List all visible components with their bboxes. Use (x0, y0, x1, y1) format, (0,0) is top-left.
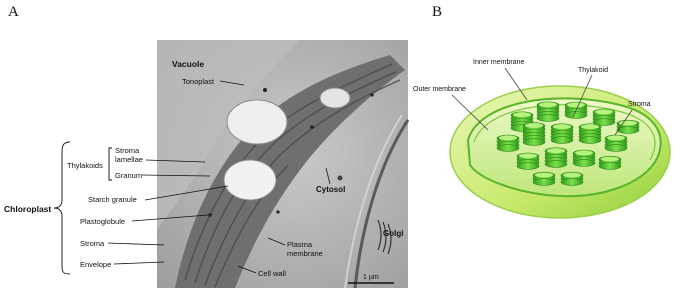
granum-top (499, 136, 517, 141)
granum-disc (537, 115, 559, 122)
label-cell-wall: Cell wall (258, 269, 286, 278)
label-plastoglobule: Plastoglobule (80, 217, 126, 226)
granum-top (601, 157, 619, 162)
granum-top (513, 112, 531, 117)
scale-bar-label: 1 µm (363, 274, 379, 281)
granum-disc (523, 139, 545, 146)
label-envelope: Envelope (80, 260, 112, 269)
panel-letter-a: A (8, 4, 19, 20)
granum-top (575, 151, 593, 156)
granum-top (519, 154, 537, 159)
label-tonoplast: Tonoplast (182, 77, 215, 86)
label-starch-granule: Starch granule (88, 195, 137, 204)
label-cytosol: Cytosol (316, 185, 346, 194)
granum-disc (545, 161, 567, 168)
label-outer-membrane: Outer membrane (413, 86, 466, 93)
starch-granule-2 (224, 160, 276, 200)
granum-disc (599, 163, 621, 170)
granum-disc (605, 145, 627, 152)
label-golgi: Golgi (383, 229, 404, 238)
granum-top (553, 124, 571, 129)
granum-top (595, 110, 613, 115)
label-stroma-b: Stroma (628, 101, 651, 108)
granum-top (563, 173, 581, 178)
label-thylakoids: Thylakoids (67, 161, 103, 170)
label-stroma: Stroma (80, 239, 105, 248)
granum-disc (561, 179, 583, 186)
granum-top (567, 103, 585, 108)
granum-top (525, 123, 543, 128)
chloroplast-illustration (413, 59, 670, 218)
granum-disc (565, 112, 587, 119)
granum-disc (579, 137, 601, 144)
granum-top (547, 148, 565, 153)
granum-disc (551, 137, 573, 144)
granum-top (539, 102, 557, 107)
granum-top (581, 124, 599, 129)
label-inner-membrane: Inner membrane (473, 59, 525, 66)
granum-top (607, 136, 625, 141)
label-granum: Granum (115, 171, 143, 180)
granum-disc (497, 145, 519, 152)
granum-disc (573, 160, 595, 167)
label-vacuole: Vacuole (172, 59, 205, 69)
label-chloroplast: Chloroplast (4, 204, 52, 214)
granum-disc (517, 163, 539, 170)
label-plasma-membrane-2: membrane (287, 249, 323, 258)
micrograph-panel (157, 40, 408, 288)
label-thylakoid: Thylakoid (578, 67, 608, 74)
label-plasma-membrane-1: Plasma (287, 240, 313, 249)
panel-letter-b: B (432, 4, 443, 20)
starch-granule-1 (227, 100, 287, 144)
label-stroma-lamellae-1: Stroma (115, 146, 140, 155)
label-stroma-lamellae-2: lamellae (115, 155, 143, 164)
granum-top (535, 173, 553, 178)
granum-disc (533, 179, 555, 186)
